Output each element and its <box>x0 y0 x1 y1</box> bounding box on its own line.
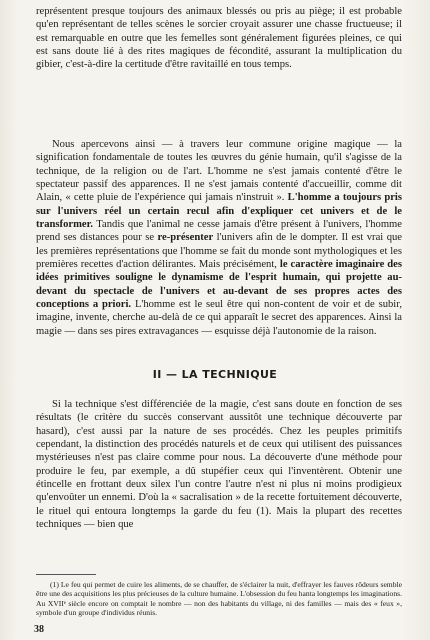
footnote: (1) Le feu qui permet de cuire les aliments, de se chauffer, de s'éclairer la nuit, d'effrayer les fauves rôdeurs semble être une des acquisitions les plus précieuses de la culture humaine. L'obsession du feu hanta longtemps les imaginations. Au XVIIᵉ siècle encore on comptait le nombre — non des habitants du village, ni des familles — mais des « feux », symbole d'un groupe d'individus réunis. <box>36 580 402 618</box>
emphasis-text: re-présenter <box>157 232 214 244</box>
paragraph-human-genius <box>36 138 402 338</box>
paragraph-text: Tandis que l'animal ne cesse jamais d'être présent à l'univers, l'homme prend ses distances pour se <box>36 219 402 244</box>
emphasis-text: le caractère imaginaire des idées primitives souligne le dynamisme de l'esprit humain, qui projette au-devant du spectacle de l'univers et au-devant de ses propres actes des conceptions a priori. <box>36 259 402 311</box>
paragraph-magic-scenes: représentent presque toujours des animaux blessés ou pris au piège; il est probable qu'en représentant de telles scènes le sorcier croyait assurer une chasse fructueuse; il est remarquable en outre que les femelles sont généralement figurées pleines, ce qui est sans doute lié à des rites magiques de fécondité, assurant la multiplication du gibier, c'est-à-dire la certitude d'être ravitaillé en tous temps. <box>36 6 402 71</box>
emphasis-text: L'homme a toujours pris sur l'univers réel un certain recul afin d'expliquer cet univers et de le transformer. <box>36 192 402 231</box>
page-number: 38 <box>34 624 44 635</box>
footnote-divider <box>36 574 96 575</box>
paragraph-text: L'homme est le seul être qui non-content de voir et de subir, imagine, invente, cherche au-delà de ce qui apparaît le secret des apparences. Ainsi la magie — dans ses pires extravagances — esquisse déjà l'autonomie de la raison. <box>36 299 402 337</box>
section-heading: II — LA TECHNIQUE <box>152 368 278 381</box>
paragraph-technique: Si la technique s'est différenciée de la magie, c'est sans doute en fonction de ses résultats (le critère du succès conservant aussitôt une technique découverte par hasard), c'est aussi par la nature de ses procédés. Chez les peuples primitifs cependant, la distinction des procédés naturels et de ceux qui utilisent des puissances mystérieuses n'est pas claire comme pour nous. La découverte d'une méthode pour produire le feu, par exemple, a dû stupéfier ceux qui l'inventèrent. Obtenir une étincelle en frottant deux silex l'un contre l'autre n'est ni plus ni moins prodigieux qu'envoûter un ennemi. D'où la « sacralisation » de la recette fortuitement découverte, le rituel qui entoura longtemps la garde du feu (1). Mais la plupart des recettes techniques — bien que <box>36 399 402 531</box>
paragraph-text: Nous apercevons ainsi — à travers leur commune origine magique — la signification fondamentale de toutes les œuvres du génie humain, qu'il s'agisse de la technique, de la religion ou de l'art. L'homme ne s'est jamais contenté d'être le spectateur passif des apparences. Il ne s'est jamais contenté d'accueillir, comme dit Alain, « cette pluie de l'expérience qui jamais n'instruit ». <box>36 139 402 204</box>
paragraph-text: l'univers afin de le dompter. Il est vrai que les premières représentations que l'homme se fait du monde sont mythologiques et les premières recettes d'action délirantes. Mais précisément, <box>36 232 402 271</box>
